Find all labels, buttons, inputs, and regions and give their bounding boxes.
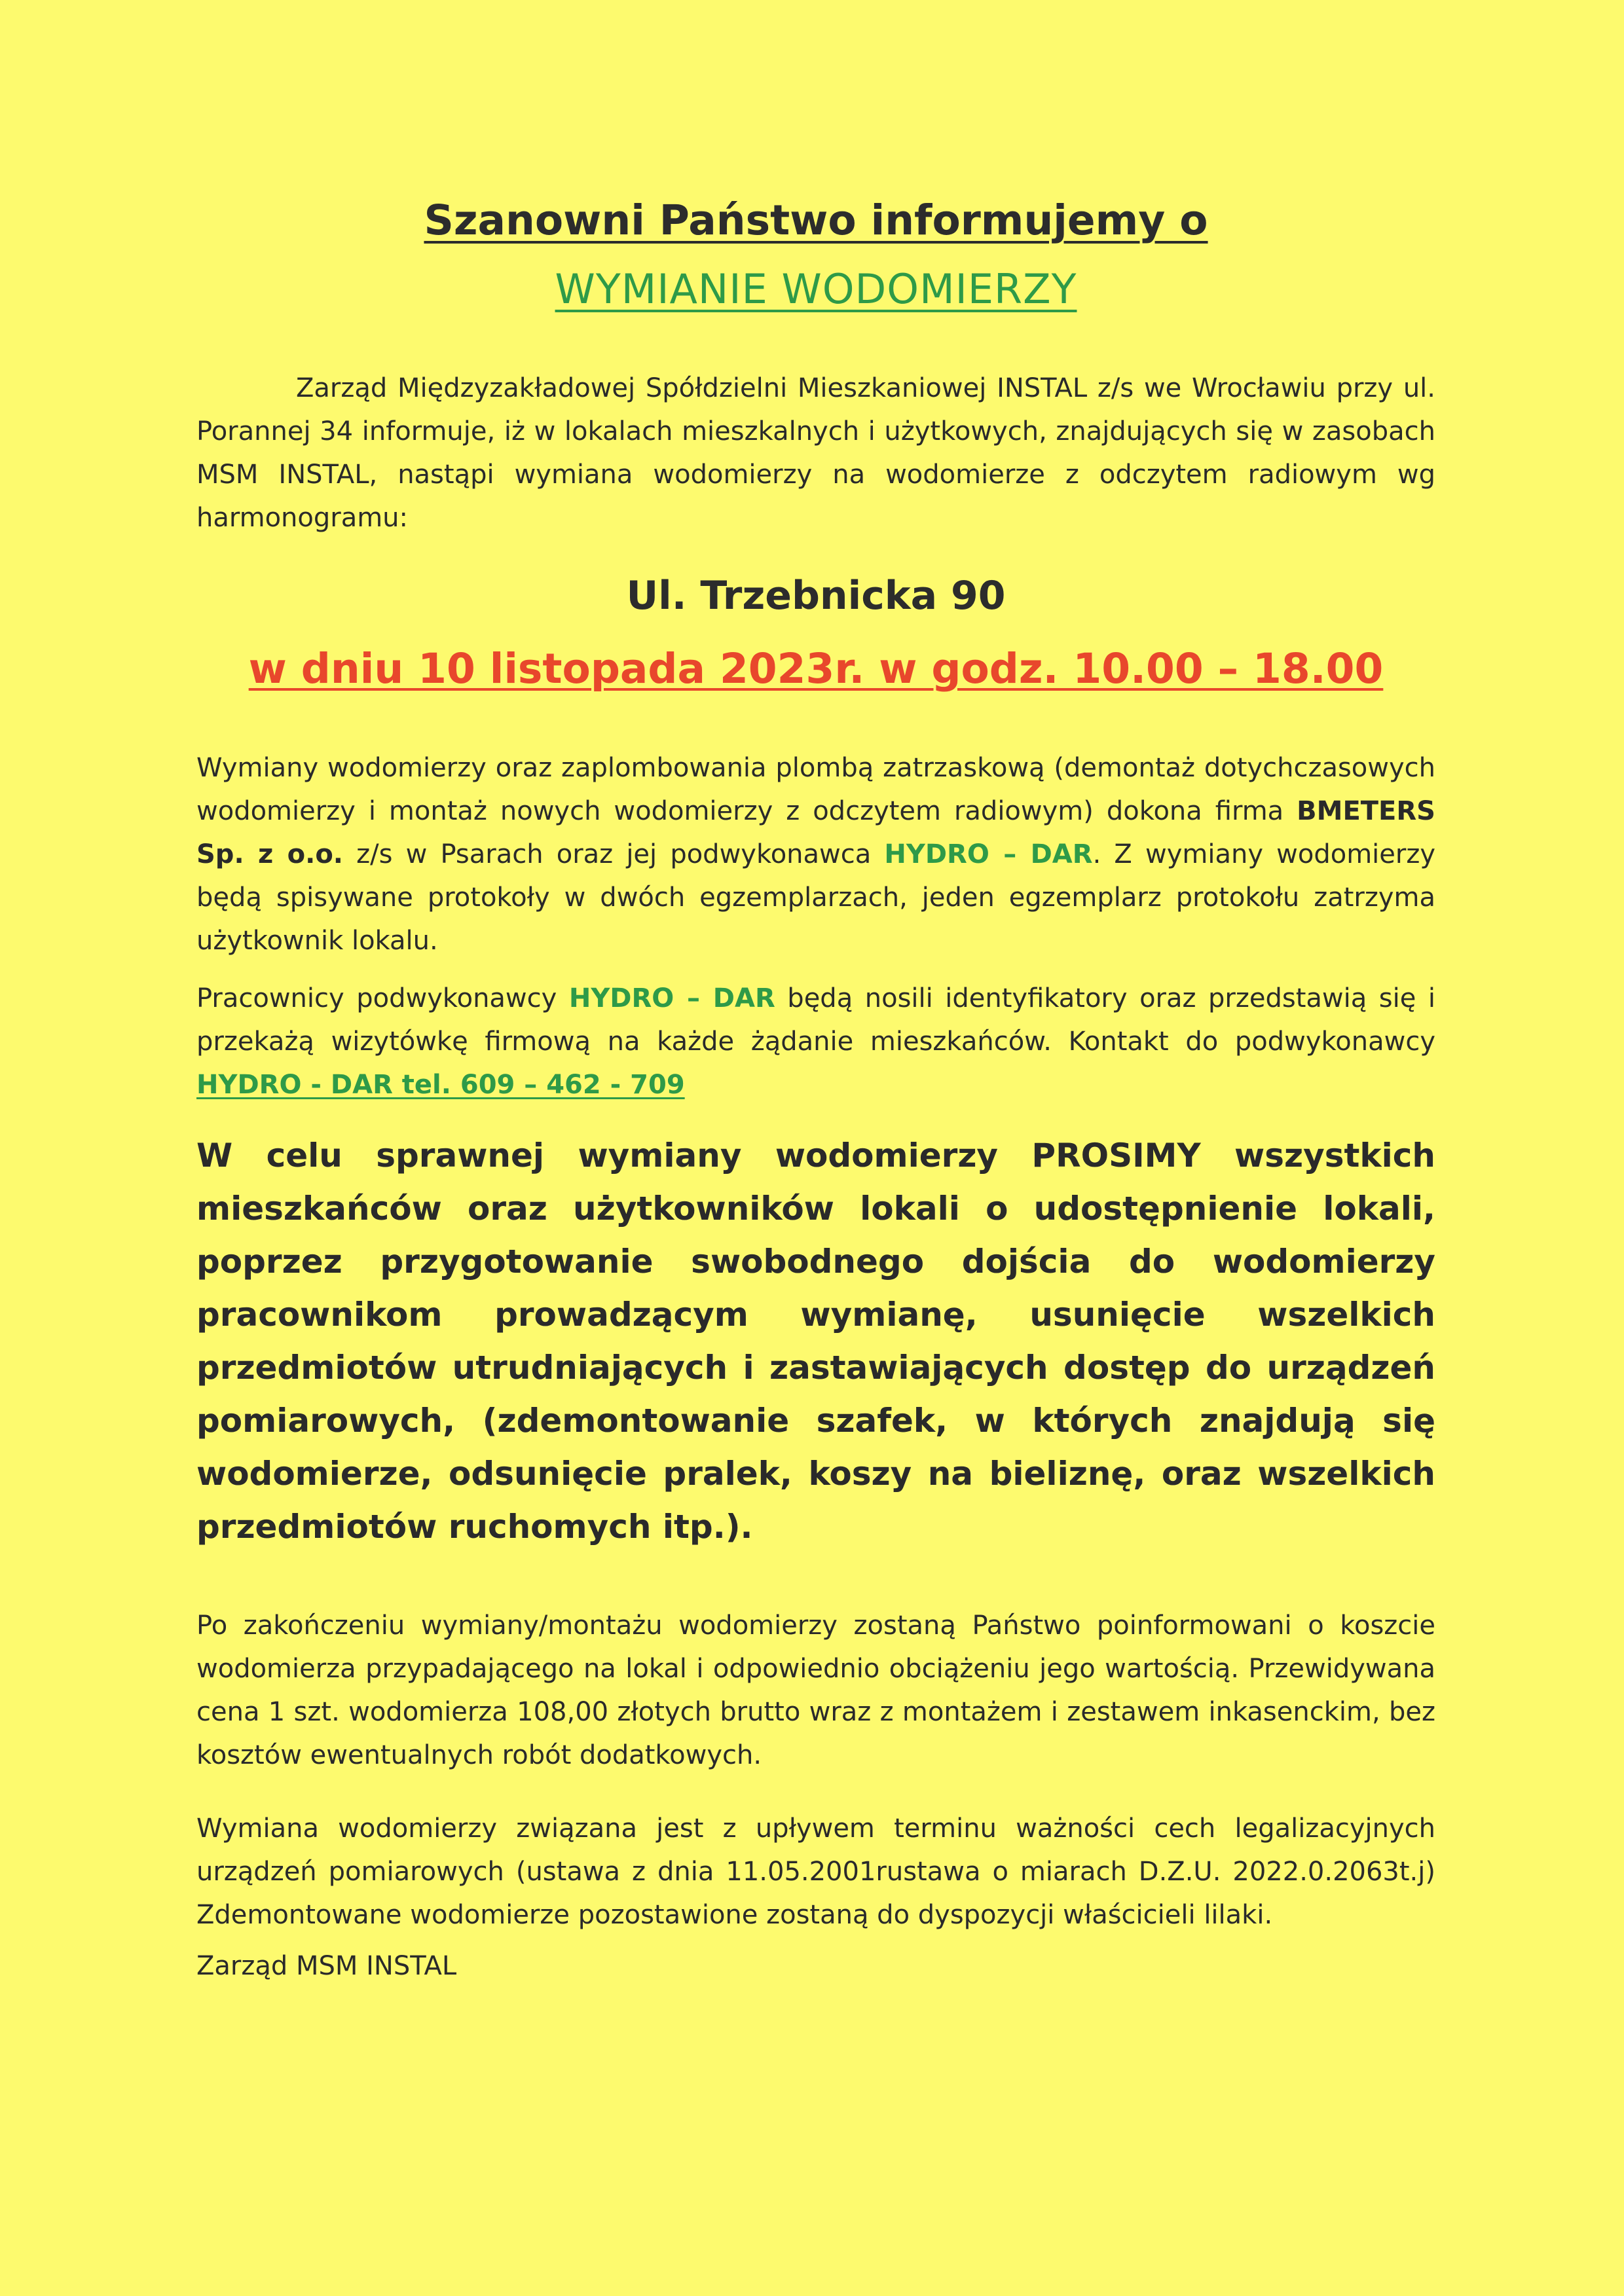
street-address: Ul. Trzebnicka 90: [626, 573, 1006, 619]
request-paragraph: W celu sprawnej wymiany wodomierzy PROSIMY wszystkich mieszkańców oraz użytkowników lokali o udostępnienie lokali, poprzez przygotowanie swobodnego dojścia do wodomierzy pracownikom prowadzącym wymianę, usunięcie wszelkich przedmiotów utrudniających i zastawiających dostęp do urządzeń pomiarowych, (zdemontowanie szafek, w których znajdują się wodomierze, odsunięcie pralek, koszy na bieliznę, oraz wszelkich przedmiotów ruchomych itp.).: [196, 1137, 1435, 1546]
signature: Zarząd MSM INSTAL: [196, 1951, 457, 1981]
workers-subcontractor: HYDRO – DAR: [568, 983, 775, 1013]
replacement-text-2: z/s w Psarach oraz jej podwykonawca: [343, 839, 885, 869]
intro-paragraph: Zarząd Międzyzakładowej Spółdzielni Mieszkaniowej INSTAL z/s we Wrocławiu przy ul. Porannej 34 informuje, iż w lokalach mieszkalnych i użytkowych, znajdujących się w zasobach MSM INSTAL, nastąpi wymiana wodomierzy na wodomierze z odczytem radiowym wg harmonogramu:: [196, 373, 1435, 533]
legal-paragraph: Wymiana wodomierzy związana jest z upływem terminu ważności cech legalizacyjnych urządzeń pomiarowych (ustawa z dnia 11.05.2001rustawa o miarach D.Z.U. 2022.0.2063t.j) Zdemontowane wodomierze pozostawione zostaną do dyspozycji właścicieli lilaki.: [196, 1813, 1435, 1930]
contact-phone: HYDRO - DAR tel. 609 – 462 - 709: [196, 1070, 685, 1100]
notice-subtitle: [196, 265, 1435, 313]
replacement-text-3: . Z wymiany wodomierzy będą spisywane protokoły w dwóch egzemplarzach, jeden egzemplarz protokołu zatrzyma użytkownik lokalu.: [196, 839, 1436, 956]
workers-text-1: Pracownicy podwykonawcy: [196, 983, 569, 1013]
workers-paragraph: [196, 977, 1435, 1106]
cost-paragraph: Po zakończeniu wymiany/montażu wodomierzy zostaną Państwo poinformowani o koszcie wodomierza przypadającego na lokal i odpowiednio obciążeniu jego wartością. Przewidywana cena 1 szt. wodomierza 108,00 złotych brutto wraz z montażem i zestawem inkasenckim, bez kosztów ewentualnych robót dodatkowych.: [196, 1611, 1435, 1770]
subcontractor-name: HYDRO – DAR: [884, 839, 1093, 869]
schedule-date: [196, 645, 1435, 693]
title-text: Szanowni Państwo informujemy o: [424, 196, 1208, 244]
replacement-text-1: Wymiany wodomierzy oraz zaplombowania plombą zatrzaskową (demontaż dotychczasowych wodomierzy i montaż nowych wodomierzy z odczytem radiowym) dokona firma: [196, 753, 1435, 826]
replacement-paragraph: [196, 746, 1435, 962]
company-name: BMETERS Sp. z o.o.: [196, 796, 1435, 869]
schedule-date-text: w dniu 10 listopada 2023r. w godz. 10.00 – 18.00: [248, 645, 1384, 693]
subtitle-text: WYMIANIE WODOMIERZY: [555, 265, 1077, 313]
workers-text-2: będą nosili identyfikatory oraz przedstawią się i przekażą wizytówkę firmową na każde żądanie mieszkańców. Kontakt do podwykonawcy: [196, 983, 1435, 1057]
notice-title: [196, 196, 1435, 244]
